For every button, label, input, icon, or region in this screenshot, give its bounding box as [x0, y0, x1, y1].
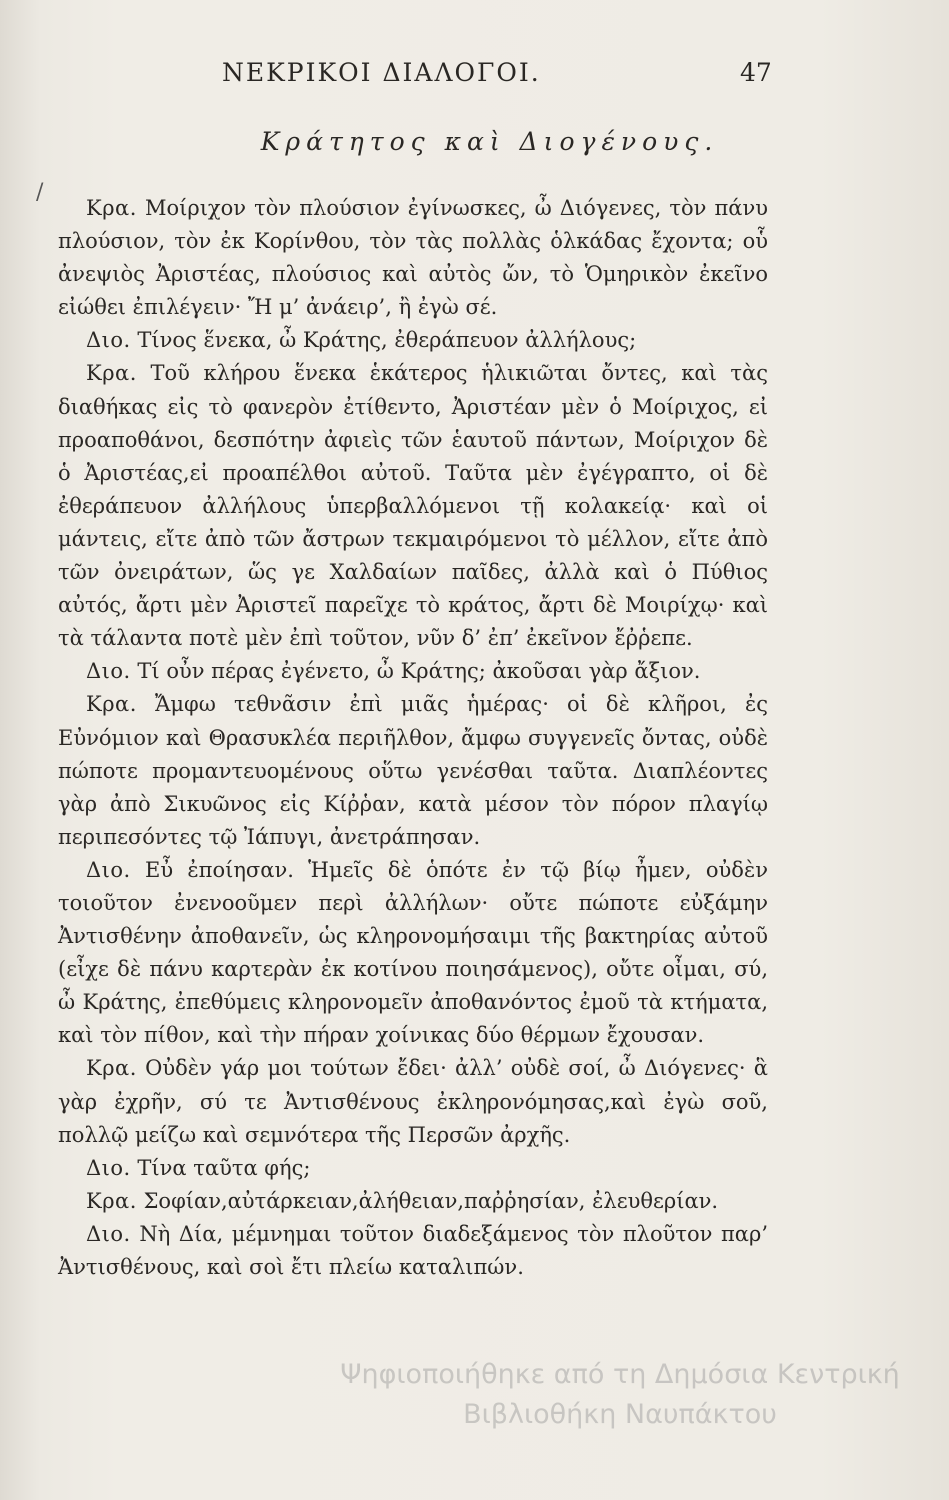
dialogue-paragraph [58, 1185, 768, 1218]
paragraph-text: Τίνος ἕνεκα, ὦ Κράτης, ἐθεράπευον ἀλλήλους; [137, 328, 637, 353]
speaker-label: Διο. [86, 659, 131, 684]
page-header [0, 58, 949, 90]
speaker-label: Διο. [86, 328, 131, 353]
paragraph-text: Εὖ ἐποίησαν. Ἡμεῖς δὲ ὁπότε ἐν τῷ βίῳ ἦμεν, οὐδὲν τοιοῦτον ἐνενοοῦμεν περὶ ἀλλήλων· οὔτε πώποτε εὐξάμην Ἀντισθένην ἀποθανεῖν, ὡς κληρονομήσαιμι τῆς βακτηρίας αὐτοῦ (εἶχε δὲ πάνυ καρτερὰν ἐκ κοτίνου ποιησάμενος), οὔτε οἶμαι, σύ, ὦ Κράτης, ἐπεθύμεις κληρονομεῖν ἀποθανόντος ἐμοῦ τὰ κτήματα, καὶ τὸν πίθον, καὶ τὴν πήραν χοίνικας δύο θέρμων ἔχουσαν. [58, 857, 768, 1048]
library-watermark [300, 1355, 940, 1435]
paragraph-text: Τοῦ κλήρου ἕνεκα ἑκάτερος ἡλικιῶται ὄντες, καὶ τὰς διαθήκας εἰς τὸ φανερὸν ἐτίθεντο, Ἀριστέαν μὲν ὁ Μοίριχος, εἰ προαποθάνοι, δεσπότην ἀφιεὶς τῶν ἑαυτοῦ πάντων, Μοίριχον δὲ ὁ Ἀριστέας,εἰ προαπέλθοι αὐτοῦ. Ταῦτα μὲν ἐγέγραπτο, οἱ δὲ ἐθεράπευον ἀλλήλους ὑπερβαλλόμενοι τῇ κολακείᾳ· καὶ οἱ μάντεις, εἴτε ἀπὸ τῶν ἄστρων τεκμαιρόμενοι τὸ μέλλον, εἴτε ἀπὸ τῶν ὀνειράτων, ὥς γε Χαλδαίων παῖδες, ἀλλὰ καὶ ὁ Πύθιος αὐτός, ἄρτι μὲν Ἀριστεῖ παρεῖχε τὸ κράτος, ἄρτι δὲ Μοιρίχῳ· καὶ τὰ τάλαντα ποτὲ μὲν ἐπὶ τοῦτον, νῦν δ’ ἐπ’ ἐκεῖνον ἔῤῥεπε. [58, 361, 768, 651]
dialogue-paragraph [58, 357, 768, 655]
paragraph-text: Σοφίαν,αὐτάρκειαν,ἀλήθειαν,παῤῥησίαν, ἐλευθερίαν. [143, 1188, 719, 1213]
speaker-label: Διο. [86, 1155, 131, 1180]
speaker-label: Κρα. [86, 1188, 137, 1213]
speaker-label: Διο. [86, 857, 131, 882]
speaker-label: Κρα. [86, 361, 137, 386]
dialogue-title: Κράτητος καὶ Διογένους. [260, 127, 719, 156]
dialogue-paragraph [58, 854, 768, 1053]
speaker-label: Κρα. [86, 196, 137, 220]
paragraph-text: Μοίριχον τὸν πλούσιον ἐγίνωσκες, ὦ Διόγενες, τὸν πάνυ πλούσιον, τὸν ἐκ Κορίνθου, τὸν τὰς πολλὰς ὁλκάδας ἔχοντα; οὗ ἀνεψιὸς Ἀριστέας, πλούσιος καὶ αὐτὸς ὤν, τὸ Ὁμηρικὸν ἐκεῖνο εἰώθει ἐπιλέγειν· Ἤ μ’ ἀνάειρ’, ἢ ἐγὼ σέ. [58, 196, 768, 320]
running-title: ΝΕΚΡΙΚΟΙ ΔΙΑΛΟΓΟΙ. [222, 58, 541, 87]
dialogue-paragraph [58, 192, 768, 324]
dialogue-paragraph [58, 655, 768, 688]
page-number: 47 [740, 58, 772, 87]
paragraph-text: Ἄμφω τεθνᾶσιν ἐπὶ μιᾶς ἡμέρας· οἱ δὲ κλῆροι, ἐς Εὐνόμιον καὶ Θρασυκλέα περιῆλθον, ἄμφω συγγενεῖς ὄντας, οὐδὲ πώποτε προμαντευομένους οὕτω γενέσθαι ταῦτα. Διαπλέοντες γὰρ ἀπὸ Σικυῶνος εἰς Κίῤῥαν, κατὰ μέσον τὸν πόρον πλαγίῳ περιπεσόντες τῷ Ἰάπυγι, ἀνετράπησαν. [58, 692, 768, 849]
paragraph-text: Τί οὖν πέρας ἐγένετο, ὦ Κράτης; ἀκοῦσαι γὰρ ἄξιον. [137, 659, 701, 684]
dialogue-body [58, 192, 768, 1284]
dialogue-paragraph [58, 324, 768, 357]
dialogue-paragraph [58, 688, 768, 853]
paragraph-text: Τίνα ταῦτα φής; [137, 1155, 311, 1180]
speaker-label: Κρα. [86, 692, 137, 717]
watermark-line-2: Βιβλιοθήκη Ναυπάκτου [463, 1399, 777, 1430]
dialogue-paragraph [58, 1152, 768, 1185]
dialogue-paragraph [58, 1052, 768, 1151]
paragraph-text: Οὐδὲν γάρ μοι τούτων ἔδει· ἀλλ’ οὐδὲ σοί, ὦ Διόγενες· ἃ γὰρ ἐχρῆν, σύ τε Ἀντισθένους ἐκληρονόμησας,καὶ ἐγὼ σοῦ, πολλῷ μείζω καὶ σεμνότερα τῆς Περσῶν ἀρχῆς. [58, 1056, 768, 1147]
speaker-label: Διο. [86, 1221, 131, 1246]
paragraph-text: Νὴ Δία, μέμνημαι τοῦτον διαδεξάμενος τὸν πλοῦτον παρ’ Ἀντισθένους, καὶ σοὶ ἔτι πλείω καταλιπών. [58, 1221, 768, 1279]
margin-mark: / [36, 180, 44, 205]
watermark-line-1: Ψηφιοποιήθηκε από τη Δημόσια Κεντρική [340, 1359, 900, 1390]
speaker-label: Κρα. [86, 1056, 137, 1081]
dialogue-paragraph [58, 1218, 768, 1284]
